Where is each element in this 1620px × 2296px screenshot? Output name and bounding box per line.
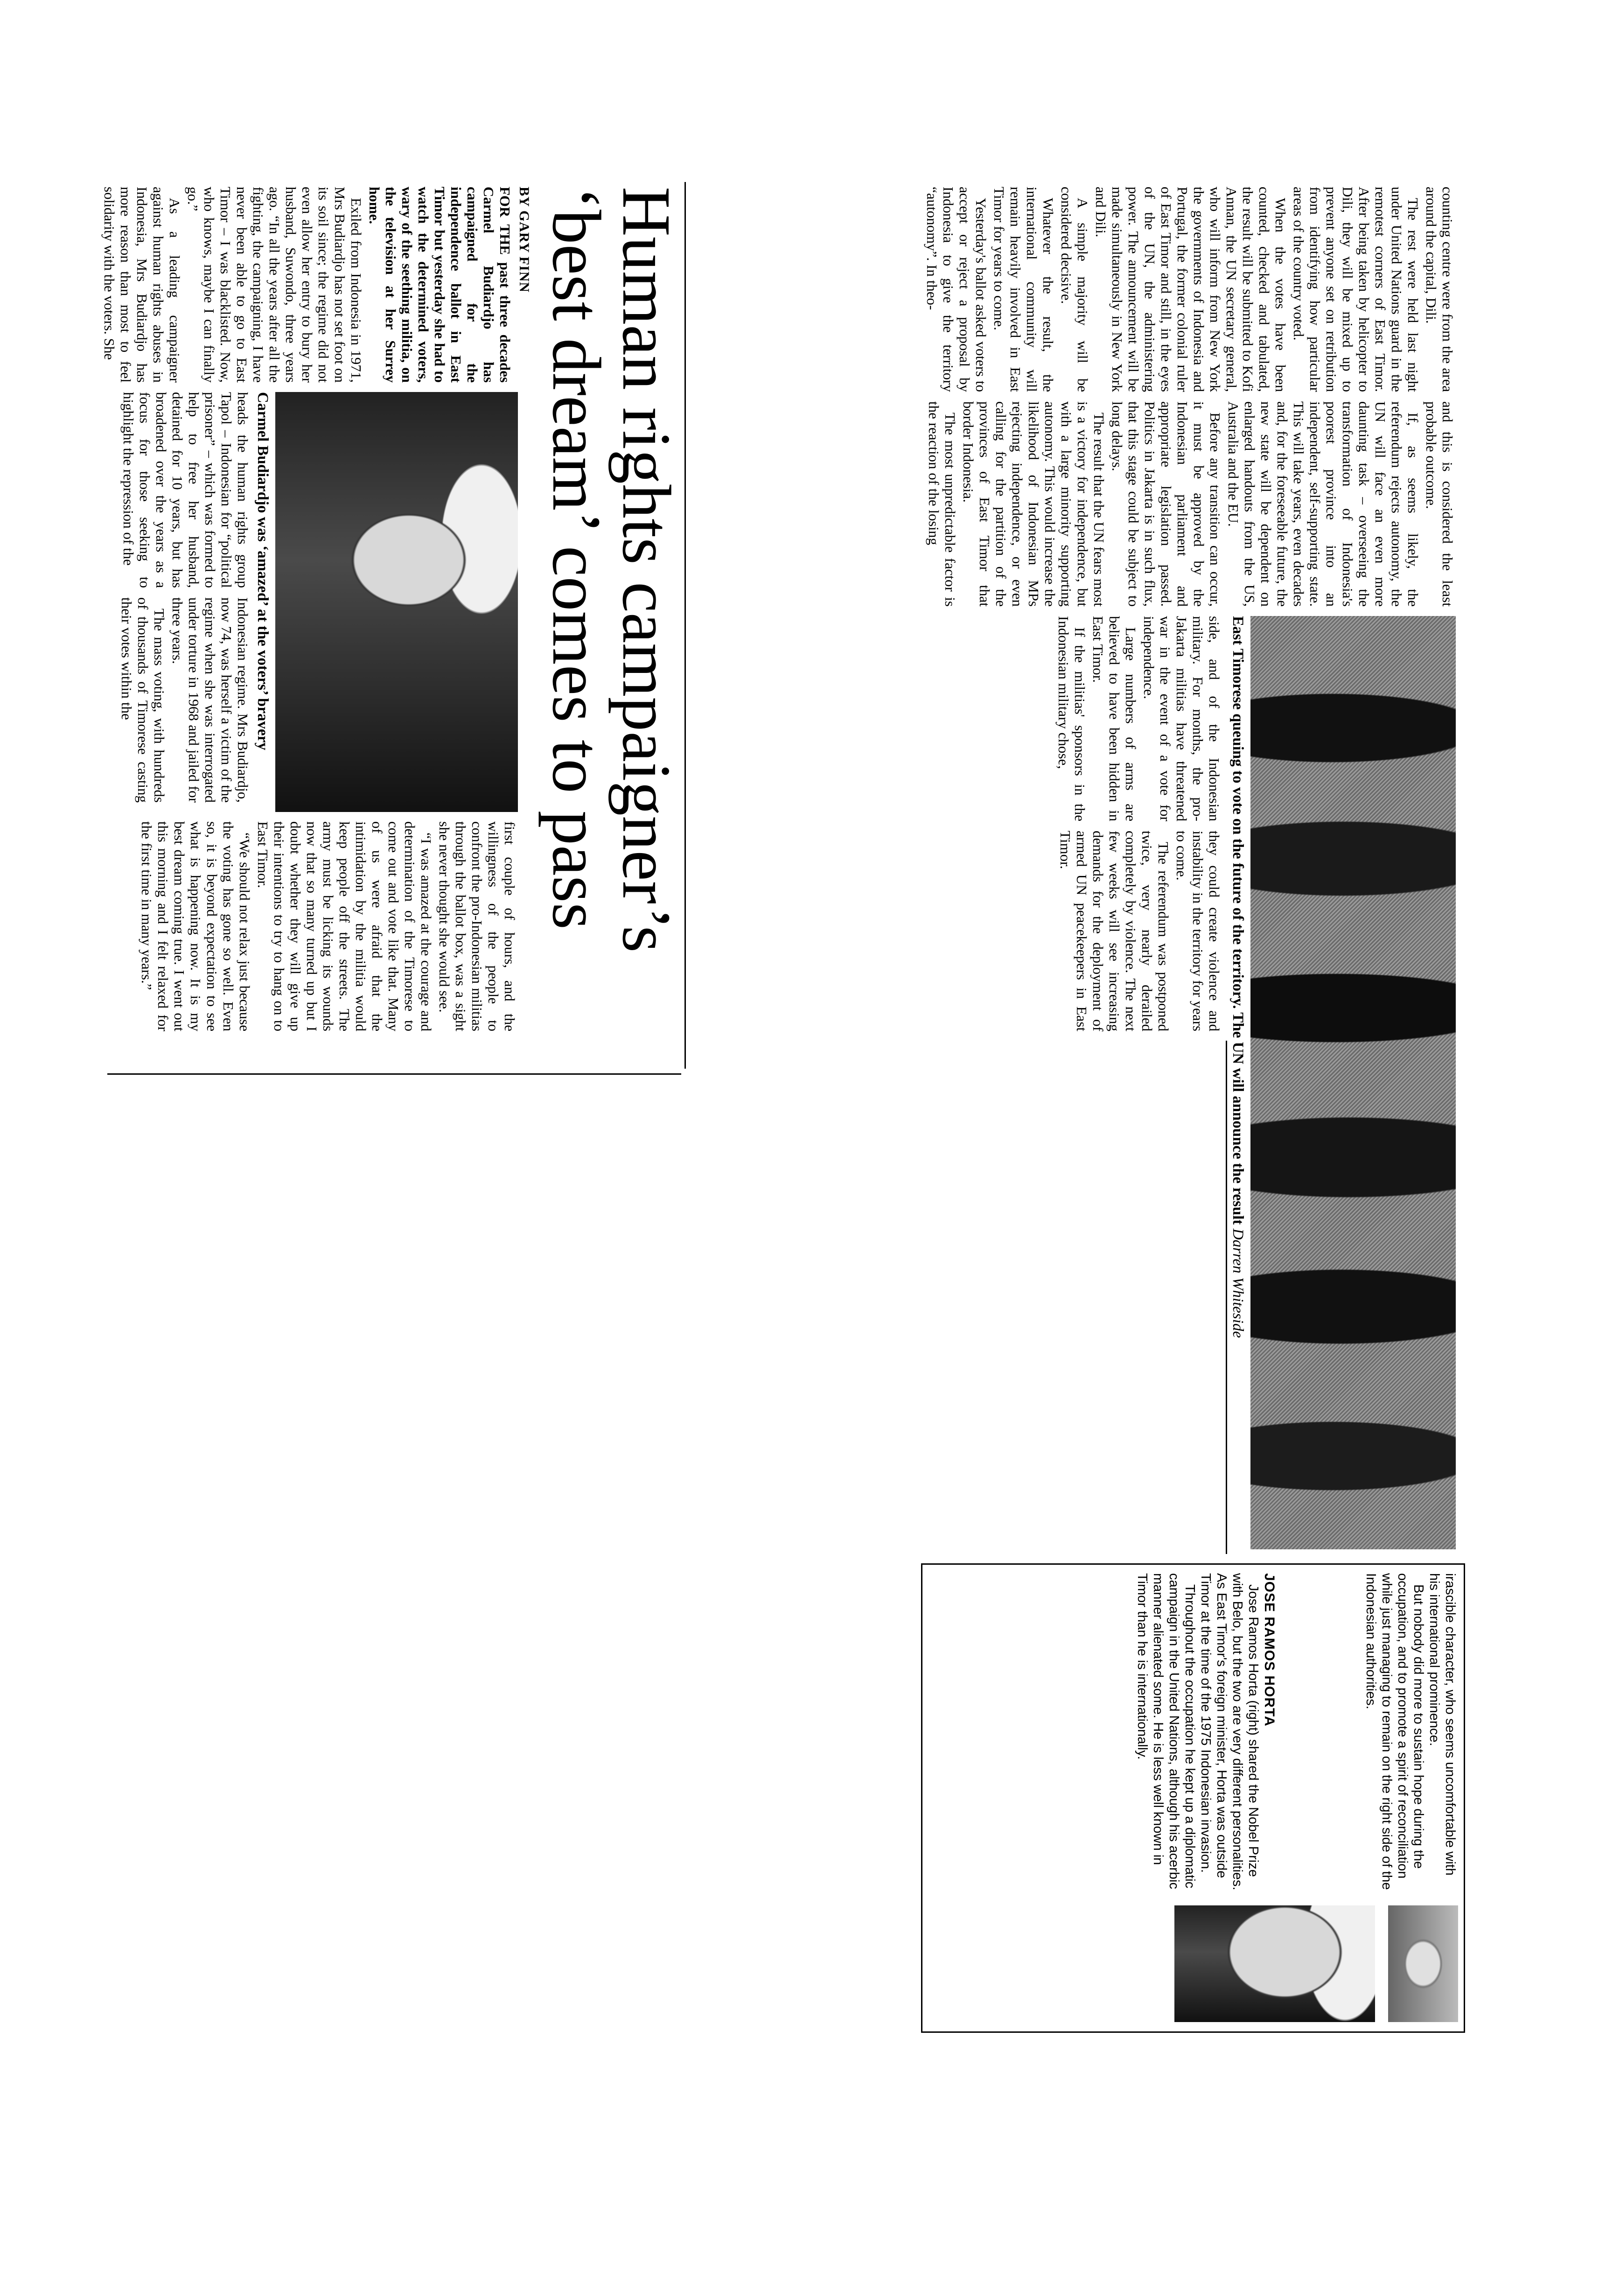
paragraph xyxy=(366,187,513,383)
paragraph: and this is considered the least probable outcome. xyxy=(1423,401,1456,607)
paragraph: Exiled from Indonesia in 1971, Mrs Budiardjo has not set foot on its soil since; the regime did not even allow her entry to bury her husband, Suwondo, three years ago. “In all the years after all the fighting, the campaigning, I have never been able to go to East Timor – I was blacklisted. Now, who knows, maybe I can finally go.” xyxy=(185,187,364,383)
profiles-sidebar xyxy=(921,1563,1465,2033)
main-photo-caption xyxy=(1229,616,1247,1554)
budiardjo-photo xyxy=(275,392,518,812)
second-story-column-1 xyxy=(101,187,513,383)
sidebar-heading: JOSE RAMOS HORTA xyxy=(1262,1573,1277,1727)
sidebar-column-2 xyxy=(932,1573,1277,1895)
second-story-column-4 xyxy=(107,821,518,1031)
photo-credit: Darren Whiteside xyxy=(1229,1228,1246,1338)
horta-portrait-photo xyxy=(1174,1905,1375,2022)
headline-line-2: ‘best dream’ comes to pass xyxy=(538,187,614,930)
story-divider xyxy=(684,182,686,1069)
paragraph: The mass voting, with hundreds of thousands of Timorese casting their votes within the xyxy=(119,597,168,803)
top-story-column-1 xyxy=(854,187,1456,392)
second-story-column-3 xyxy=(106,597,251,803)
divider xyxy=(1226,1041,1227,1554)
sidebar-paragraph: But nobody did more to sustain hope during the occupation, and to promote a spirit of reconciliation while just managing to remain on the right side of the Indonesian authorities. xyxy=(1363,1573,1426,1890)
top-story-column-2 xyxy=(854,401,1456,607)
paragraph: As a leading campaigner against human rights abuses in Indonesia, Mrs Budiardjo has more reason than most to feel solidarity with the voters. She xyxy=(101,187,183,383)
paragraph: The rest were held last night under United Nations guard in the remotest corners of East Timor. After being taken by helicopter to Dili, they will be mixed up to prevent anyone set on retribution from identifying how particular areas of the country voted. xyxy=(1291,187,1421,392)
paragraph: counting centre were from the area around the capital, Dili. xyxy=(1423,187,1456,392)
paragraph: When the votes have been counted, checked and tabulated, the result will be submitted to Kofi Annan, the UN secretary general, who will inform from New York the governments of Indonesia and Portugal, the former colonial ruler of East Timor and still, in the eyes of the UN, the administering power. The announcement will be made simultaneously in New York and Dili. xyxy=(1093,187,1289,392)
paragraph: heads the human rights group Tapol – Indonesian for “political prisoner” – which was formed to help to free her husband, detained for 10 years, but has broadened over the years as a focus for those seeking to highlight the repression of the xyxy=(120,392,251,588)
paragraph: first couple of hours, and the willingness of the people to confront the pro-Indonesian militias through the ballot box, was a sight she never thought she would see. xyxy=(436,821,518,1031)
belo-photo xyxy=(1388,1905,1458,2022)
budiardjo-photo-caption: Carmel Budiardjo was ‘amazed’ at the voters’ bravery xyxy=(254,392,271,750)
sidebar-column-1 xyxy=(1281,1573,1458,1895)
paragraph: The referendum was postponed twice, very nearly derailed completely by violence. The next few weeks will see increasing demands for the deployment of armed UN peacekeepers in East Timor. xyxy=(1057,831,1172,1031)
second-story-headline xyxy=(532,187,684,1073)
paragraph: Indonesian regime. Mrs Budiardjo, now 74, was herself a victim of the regime when she was interrogated under torture in 1968 and jailed for three years. xyxy=(169,597,251,803)
column-divider xyxy=(107,1073,681,1075)
sidebar-intro: irascible character, who seems uncomfortable with his international prominence. xyxy=(1427,1573,1458,1876)
byline: BY GARY FINN xyxy=(517,187,532,293)
paragraph: Yesterday's ballot asked voters to accept or reject a proposal by Indonesia to give the territory “autonomy”. In theo- xyxy=(924,187,989,392)
headline-line-1: Human rights campaigner’s xyxy=(608,187,684,953)
paragraph: “I was amazed at the courage and determination of the Timorese to come out and vote like that. Many of us were afraid that the intimidation by the militia would keep people off the streets. The army must be licking its wounds now that so many turned up but I doubt whether they will give up their intentions to try to hang on to East Timor. xyxy=(255,821,434,1031)
sidebar-paragraph: Jose Ramos Horta (right) shared the Nobel Prize with Belo, but the two are very different personalities. As East Timor's foreign minister, Horta was outside Timor at the time of the 1975 Indonesian invasion. xyxy=(1198,1573,1261,1890)
paragraph: Before any transition can occur, it must be approved by the Indonesian parliament and appropriate legislation passed. Politics in Jakarta is in such flux, that this stage could be subject to long delays. xyxy=(1109,401,1223,607)
voters-queue-photo xyxy=(1250,616,1456,1549)
paragraph: Whatever the result, the international community will remain heavily involved in East Timor for years to come. xyxy=(991,187,1056,392)
paragraph: The most unpredictable factor is the reaction of the losing xyxy=(926,401,958,607)
paragraph: If, as seems likely, the referendum rejects autonomy, the UN will face an even more daunting task – overseeing the transformation of Indonesia's poorest province into an independent, self-supporting state. This will take years, even decades and, for the foreseeable future, the new state will be dependent on enlarged handouts from the US, Australia and the EU. xyxy=(1225,401,1421,607)
top-story-column-4 xyxy=(1026,831,1222,1031)
caption-text: East Timorese queuing to vote on the future of the territory. The UN will announce the result xyxy=(1229,616,1246,1225)
newspaper-page xyxy=(98,168,1470,2193)
paragraph: A simple majority will be considered decisive. xyxy=(1058,187,1091,392)
paragraph: Large numbers of arms are believed to have been hidden in East Timor. xyxy=(1090,616,1139,821)
top-story-column-3 xyxy=(1026,616,1222,821)
paragraph: If the militias' sponsors in the Indonesian military chose, xyxy=(1055,616,1088,821)
paragraph: “We should not relax just because the voting has gone so well. Even so, it is beyond expectation to see what is happening now. It is my best dream coming true. I went out this morning and I felt relaxed for the first time in many years.” xyxy=(139,821,253,1031)
paragraph: The result that the UN fears most is a victory for independence, but with a large minority supporting autonomy. This would increase the likelihood of Indonesian MPs rejecting independence, or even calling for the partition of the provinces of East Timor that border Indonesia. xyxy=(960,401,1107,607)
sidebar-paragraph: Throughout the occupation he kept up a diplomatic campaign in the United Nations, although his acerbic manner alienated some. He is less well known in Timor than he is internationally. xyxy=(1135,1573,1197,1890)
paragraph-lead: FOR THE past three decades Carmel Budiardjo has campaigned for the independence ballot in East Timor but yesterday she had to watch the determined voters, wary of the seething militia, on the television at her Surrey home. xyxy=(366,187,513,383)
paragraph: side, and of the Indonesian military. For months, the pro-Jakarta militias have threatened war in the event of a vote for independence. xyxy=(1141,616,1222,821)
paragraph: they could create violence and instability in the territory for years to come. xyxy=(1173,831,1222,1031)
second-story-column-2 xyxy=(106,392,251,588)
